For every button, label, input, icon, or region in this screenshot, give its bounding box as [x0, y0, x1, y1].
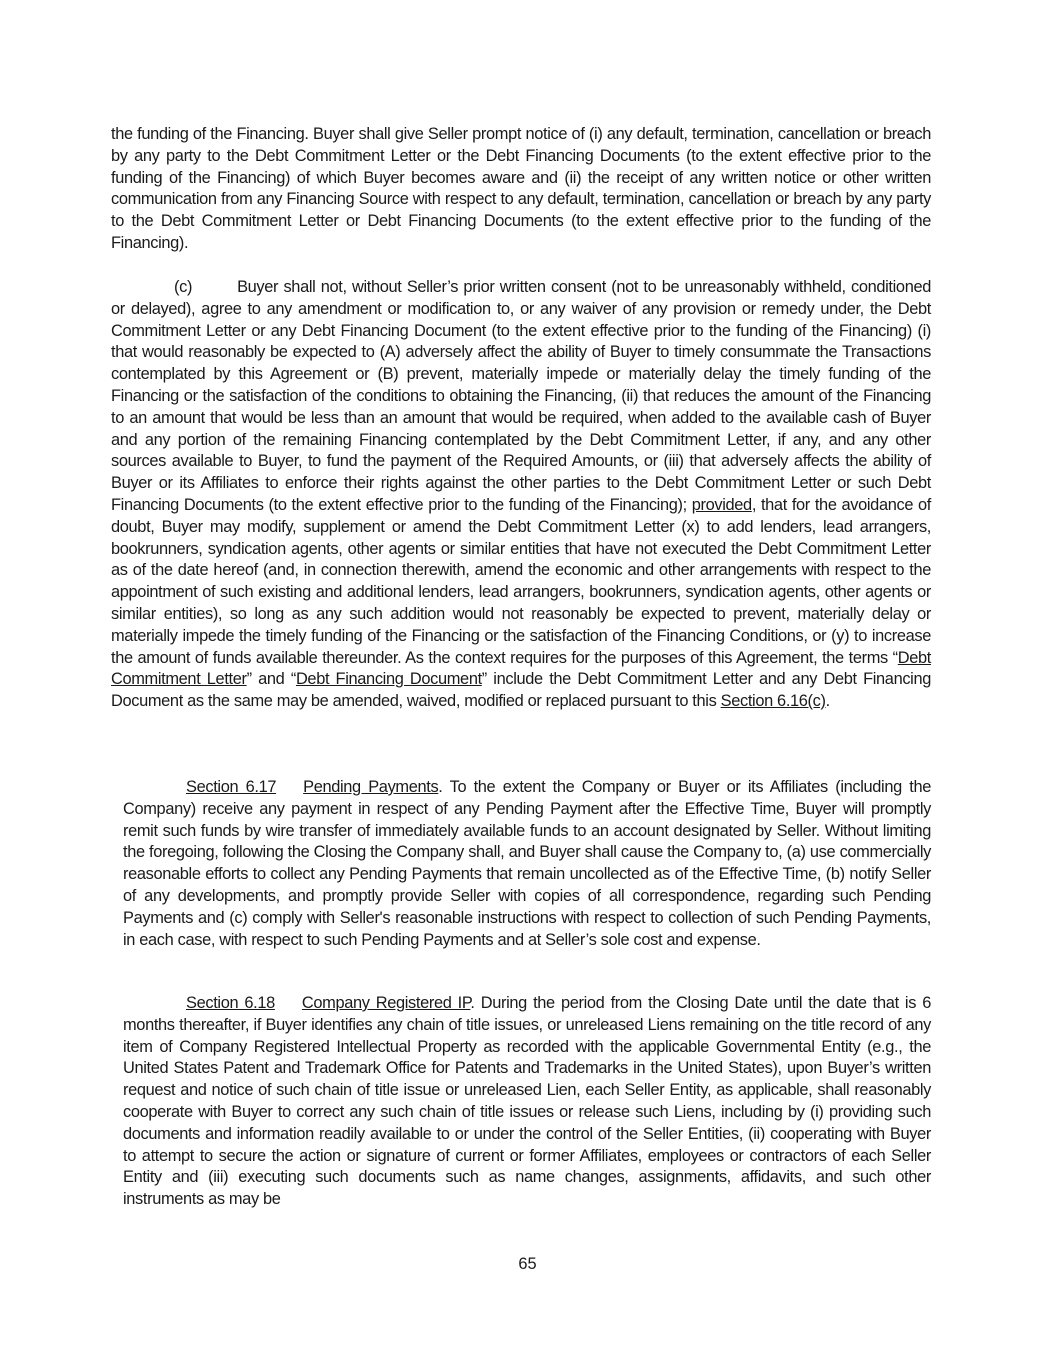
paragraph-text: . To the extent the Company or Buyer or its Affiliates (including the Company) receive any payment in respect of any Pending Payment after the Effective Time, Buyer will promptly remit such funds by wire transfer of immediately available funds to an account designated by Seller. Without limiting the foregoing, following the Closing the Company shall, and Buyer shall cause the Company to, (a) use commercially reasonable efforts to collect any Pending Payments that remain uncollected as of the Effective Time, (b) notify Seller of any developments, and promptly provide Seller with copies of all correspondence, regarding such Pending Payments and (c) comply with Seller's reasonable instructions with respect to collection of such Pending Payments, in each case, with respect to such Pending Payments and at Seller’s sole cost and expense.	[123, 778, 931, 949]
section-reference: Section 6.16(c)	[720, 692, 826, 711]
defined-term-debt-financing-document: Debt Financing Document	[295, 670, 482, 689]
provided-term: provided	[691, 495, 752, 514]
paragraph-text: ” include the Debt Commitment Letter and any Debt Financing Document as the same may be amended, waived, modified or replaced pursuant to this	[111, 670, 931, 711]
defined-term-debt-commitment-letter: Debt Commitment Letter	[111, 648, 931, 689]
paragraph-text: ” and “	[246, 670, 296, 689]
clause-label: (c)	[174, 278, 193, 296]
section-heading: Pending Payments	[303, 778, 439, 796]
section-6-18	[123, 993, 931, 1211]
paragraph-financing-notice	[111, 124, 931, 255]
paragraph-text: , that for the avoidance of doubt, Buyer may modify, supplement or amend the Debt Commitment Letter (x) to add lenders, lead arrangers, bookrunners, syndication agents, other agents or similar entities that have not executed the Debt Commitment Letter as of the date hereof (and, in connection therewith, amend the economic and other arrangements with respect to the appointment of such existing and additional lenders, lead arrangers, bookrunners, syndication agents, other agents or similar entities), so long as any such addition would not reasonably be expected to prevent, materially delay or materially impede the timely funding of the Financing or the satisfaction of the Financing Conditions, or (y) to increase the amount of funds available thereunder. As the context requires for the purposes of this Agreement, the terms “	[111, 495, 931, 667]
paragraph-text: the funding of the Financing. Buyer shall give Seller prompt notice of (i) any default, termination, cancellation or breach by any party to the Debt Commitment Letter or the Debt Financing Documents (to the extent effective prior to the funding of the Financing) of which Buyer becomes aware and (ii) the receipt of any written notice or other written communication from any Financing Source with respect to any default, termination, cancellation or breach by any party to the Debt Commitment Letter or Debt Financing Documents (to the extent effective prior to the funding of the Financing).	[111, 125, 931, 252]
section-number: Section 6.18	[186, 994, 275, 1012]
section-6-17	[123, 777, 931, 951]
paragraph-text: .	[825, 692, 830, 711]
section-heading: Company Registered IP	[301, 994, 471, 1012]
page-number: 65	[518, 1255, 537, 1273]
paragraph-c-amendments	[111, 277, 931, 713]
paragraph-text: . During the period from the Closing Date until the date that is 6 months thereafter, if Buyer identifies any chain of title issues, or unreleased Liens remaining on the title record of any item of Company Registered Intellectual Property as recorded with the applicable Governmental Entity (e.g., the United States Patent and Trademark Office for Patents and Trademarks in the United States), upon Buyer’s written request and notice of such chain of title issue or unreleased Lien, each Seller Entity, as applicable, shall reasonably cooperate with Buyer to correct any such chain of title issues or release such Liens, including by (i) providing such documents and information readily available to or under the control of the Seller Entities, (ii) cooperating with Buyer to attempt to secure the action or signature of current or former Affiliates, employees or contractors of each Seller Entity and (iii) executing such documents such as name changes, assignments, affidavits, and such other instruments as may be	[123, 994, 931, 1209]
section-number: Section 6.17	[186, 778, 277, 796]
paragraph-text: Buyer shall not, without Seller’s prior written consent (not to be unreasonably withheld, conditioned or delayed), agree to any amendment or modification to, or any waiver of any provision or remedy under, the Debt Commitment Letter or any Debt Financing Document (to the extent effective prior to the funding of the Financing) (i) that would reasonably be expected to (A) adversely affect the ability of Buyer to timely consummate the Transactions contemplated by this Agreement or (B) prevent, materially impede or materially delay the timely funding of the Financing or the satisfaction of the conditions to obtaining the Financing, (ii) that reduces the amount of the Financing to an amount that would be less than an amount that would be required, when added to the available cash of Buyer and any portion of the remaining Financing contemplated by the Debt Commitment Letter, if any, and any other sources available to Buyer, to fund the payment of the Required Amounts, or (iii) that adversely affects the ability of Buyer or its Affiliates to enforce their rights against the other parties to the Debt Commitment Letter or such Debt Financing Documents (to the extent effective prior to the funding of the Financing);	[111, 278, 931, 514]
